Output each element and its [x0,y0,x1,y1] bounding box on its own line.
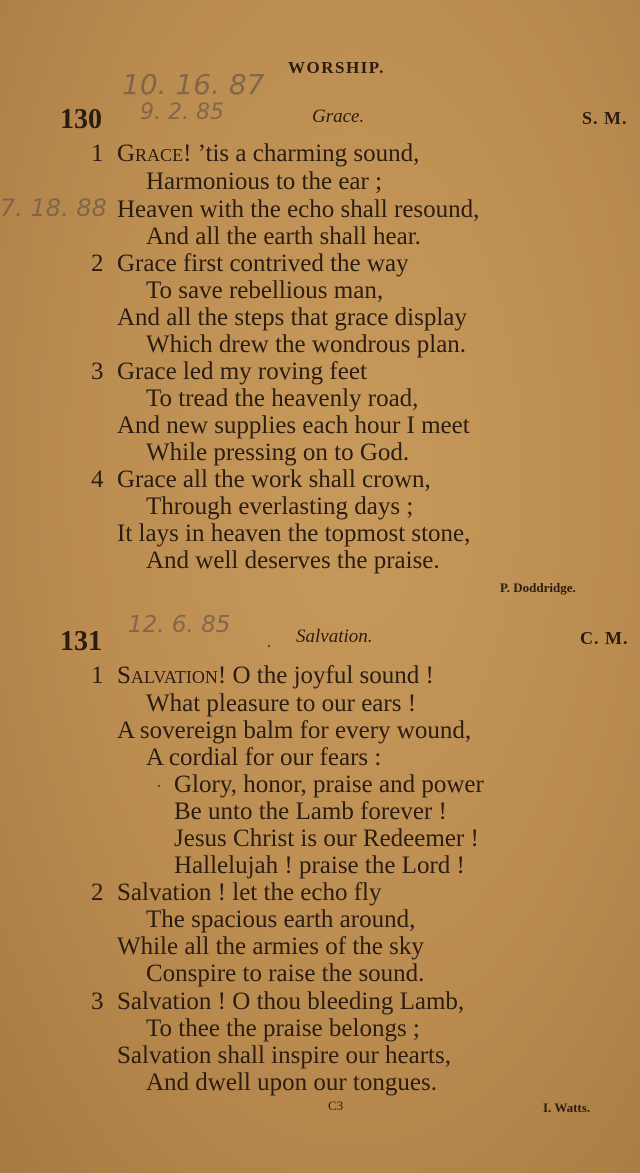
verse-line: To thee the praise belongs ; [146,1015,420,1042]
chorus-line: Glory, honor, praise and power [174,771,484,798]
hymn-title: Grace. [312,106,365,127]
verse-line: And well deserves the praise. [146,547,440,574]
verse-line: Grace first contrived the way [117,250,409,277]
verse-number: 1 [91,662,104,689]
chorus-line: Be unto the Lamb forever ! [174,798,447,825]
pencil-note: 12. 6. 85 [128,612,231,638]
verse-line: A sovereign balm for every wound, [117,717,472,744]
ink-speck [268,645,270,647]
verse-number: 3 [91,988,104,1015]
verse-line: Conspire to raise the sound. [146,960,425,987]
verse-number: 2 [91,250,104,277]
verse-lead-word: Grace [117,140,184,167]
verse-number: 2 [91,879,104,906]
chorus-line: Jesus Christ is our Redeemer ! [174,825,479,852]
hymn-author: I. Watts. [543,1100,591,1115]
verse-line: To save rebellious man, [146,277,384,304]
ink-speck [158,785,160,787]
verse-line: And all the steps that grace display [117,304,467,331]
verse-line: What pleasure to our ears ! [146,690,417,717]
pencil-note: 10. 16. 87 [122,68,265,101]
verse-line: And new supplies each hour I meet [117,412,470,439]
hymn-title: Salvation. [296,626,373,647]
verse-number: 1 [91,140,104,167]
verse-line: Grace! ’tis a charming sound, [117,140,420,167]
verse-line: Salvation shall inspire our hearts, [117,1042,451,1069]
margin-pencil-note: 7. 18. 88 [0,194,107,222]
running-head: WORSHIP. [288,58,385,77]
verse-line: While all the armies of the sky [117,933,424,960]
verse-line: While pressing on to God. [146,439,410,466]
verse-line: To tread the heavenly road, [146,385,419,412]
verse-line: Grace all the work shall crown, [117,466,431,493]
verse-line: And dwell upon our tongues. [146,1069,437,1096]
chorus-line: Hallelujah ! praise the Lord ! [174,852,465,879]
verse-line: Grace led my roving feet [117,358,367,385]
page-folio: C3 [328,1098,344,1113]
verse-line: The spacious earth around, [146,906,416,933]
hymn-number: 131 [60,626,102,657]
hymn-number: 130 [60,104,102,135]
verse-number: 4 [91,466,104,493]
verse-line: It lays in heaven the topmost stone, [117,520,471,547]
hymn-meter: C. M. [580,628,629,648]
verse-line: Salvation ! O thou bleeding Lamb, [117,988,465,1015]
verse-line: Through everlasting days ; [146,493,414,520]
verse-line: And all the earth shall hear. [146,223,421,250]
verse-line: Salvation ! let the echo fly [117,879,382,906]
hymn-author: P. Doddridge. [500,580,576,595]
verse-line: Salvation! O the joyful sound ! [117,662,434,689]
verse-lead-word: Salvation [117,662,218,689]
verse-line: A cordial for our fears : [146,744,382,771]
verse-line: Harmonious to the ear ; [146,168,383,195]
hymn-meter: S. M. [582,108,628,128]
pencil-note: 9. 2. 85 [140,100,224,125]
verse-line: Which drew the wondrous plan. [146,331,467,358]
verse-line: Heaven with the echo shall resound, [117,196,480,223]
verse-number: 3 [91,358,104,385]
